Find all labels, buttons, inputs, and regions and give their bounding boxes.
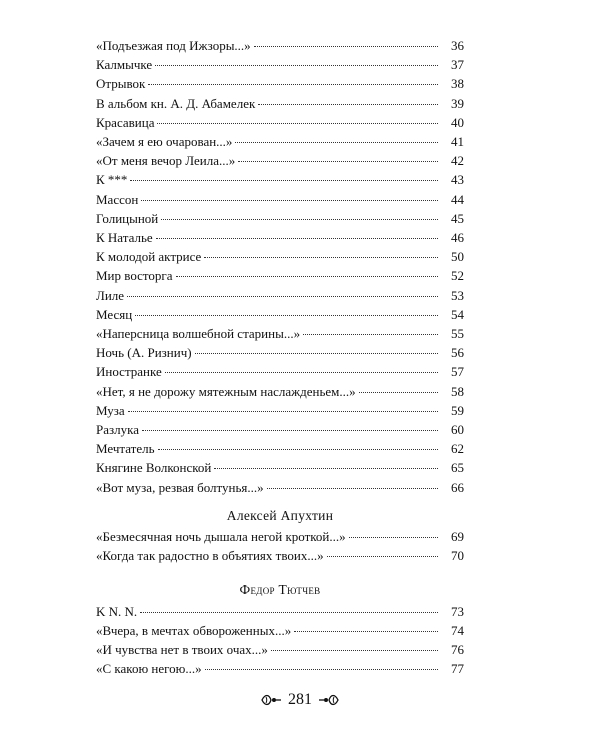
dot-leader [349, 524, 438, 538]
toc-entry-page: 76 [451, 642, 464, 657]
toc-entry-title: «Нет, я не дорожу мятежным наслажденьем...» [96, 383, 359, 401]
toc-entry-page: 53 [451, 287, 464, 303]
toc-entry-title: Княгине Волконской [96, 459, 214, 477]
toc-entry-page: 44 [451, 191, 464, 207]
toc-entry-title: Месяц [96, 306, 135, 324]
toc-entry[interactable] [96, 546, 464, 564]
toc-entry-title: «Наперсница волшебной старины...» [96, 325, 303, 343]
author-name: Федор Тютчев [239, 582, 321, 597]
toc-entry-page: 65 [451, 460, 464, 476]
author-name: Алексей Апухтин [226, 508, 334, 523]
toc-entry-page: 54 [451, 306, 464, 322]
floral-ornament-icon [318, 693, 340, 707]
author-heading-apukhtin [96, 508, 464, 524]
toc-entry-page: 37 [451, 57, 464, 73]
toc-entry-title: Красавица [96, 114, 157, 132]
toc-entry-page: 73 [451, 604, 464, 619]
toc-entry-title: Мечтатель [96, 440, 158, 458]
dot-leader [267, 475, 438, 489]
toc-entry-page: 62 [451, 441, 464, 457]
dot-leader [157, 110, 438, 124]
toc-entry-title: K N. N. [96, 603, 140, 621]
dot-leader [271, 637, 438, 651]
toc-entry-page: 57 [451, 364, 464, 380]
page-footer [0, 688, 600, 712]
toc-entry-page: 46 [451, 230, 464, 245]
toc-entry-title: «С какою негою...» [96, 660, 205, 678]
toc-entry-title: «Безмесячная ночь дышала негой кроткой...» [96, 528, 349, 546]
toc-entry-title: В альбом кн. А. Д. Абамелек [96, 95, 258, 113]
dot-leader [158, 436, 438, 450]
dot-leader [195, 340, 438, 354]
toc-entry-page: 60 [451, 422, 464, 437]
toc-entry-page: 77 [451, 661, 464, 676]
author-heading-tyutchev [96, 582, 464, 598]
dot-leader [204, 244, 438, 258]
toc-entry-title: Голицыной [96, 210, 161, 228]
toc-entry-title: Отрывок [96, 75, 148, 93]
toc-entry-title: Ночь (А. Ризнич) [96, 344, 195, 362]
toc-entry-page: 38 [451, 76, 464, 92]
toc-entry-page: 74 [451, 623, 464, 638]
dot-leader [294, 618, 438, 632]
toc-entry-page: 58 [451, 383, 464, 399]
toc-entry[interactable] [96, 478, 464, 496]
toc-entry-title: «И чувства нет в твоих очах...» [96, 641, 271, 659]
toc-entry-page: 39 [451, 95, 464, 111]
toc-entry-page: 42 [451, 153, 464, 169]
toc-entry-title: «Подъезжая под Ижзоры...» [96, 37, 254, 55]
toc-entry-title: К Наталье [96, 229, 156, 247]
dot-leader [130, 167, 438, 181]
toc-entry-title: «Вчера, в мечтах обвороженных...» [96, 622, 294, 640]
dot-leader [128, 398, 438, 412]
toc-entry-title: Разлука [96, 421, 142, 439]
dot-leader [205, 656, 438, 670]
dot-leader [140, 599, 438, 613]
toc-entry-page: 52 [451, 268, 464, 284]
page-number: 281 [288, 691, 312, 708]
toc-entry-title: «Когда так радостно в объятиях твоих...» [96, 547, 327, 565]
toc-entry-title: Муза [96, 402, 128, 420]
toc-entry-page: 56 [451, 345, 464, 361]
dot-leader [176, 263, 438, 277]
toc-entry-page: 45 [451, 210, 464, 226]
dot-leader [161, 206, 438, 220]
toc-entry-page: 59 [451, 402, 464, 418]
toc-entry-title: Массон [96, 191, 141, 209]
dot-leader [327, 543, 438, 557]
dot-leader [142, 417, 438, 431]
toc-entry-page: 40 [451, 114, 464, 130]
toc-entry-title: Иностранке [96, 363, 165, 381]
toc-entry-page: 70 [451, 548, 464, 563]
toc-entry-title: Калмычке [96, 56, 155, 74]
dot-leader [155, 52, 438, 66]
toc-entry-title: «Вот муза, резвая болтунья...» [96, 479, 267, 497]
toc-entry-page: 36 [451, 38, 464, 53]
toc-entry-title: «Зачем я ею очарован...» [96, 133, 235, 151]
dot-leader [238, 148, 438, 162]
dot-leader [156, 225, 438, 239]
dot-leader [258, 91, 438, 105]
toc-entry-page: 43 [451, 172, 464, 188]
toc-entry-page: 66 [451, 479, 464, 495]
toc-entry-title: К молодой актрисе [96, 248, 204, 266]
floral-ornament-icon [260, 693, 282, 707]
dot-leader [148, 71, 438, 85]
toc-entry-page: 41 [451, 134, 464, 149]
toc-entry-title: Мир восторга [96, 267, 176, 285]
toc-entry[interactable] [96, 659, 464, 677]
dot-leader [165, 359, 438, 373]
dot-leader [303, 321, 438, 335]
dot-leader [135, 302, 438, 316]
dot-leader [235, 129, 438, 143]
toc-entry-page: 69 [451, 529, 464, 544]
dot-leader [141, 187, 438, 201]
dot-leader [214, 455, 438, 469]
dot-leader [254, 33, 438, 47]
toc-entry-page: 50 [451, 249, 464, 265]
toc-entry-title: Лиле [96, 287, 127, 305]
dot-leader [127, 283, 438, 297]
toc-entry-title: К *** [96, 171, 130, 189]
dot-leader [359, 379, 438, 393]
toc-entry-page: 55 [451, 326, 464, 341]
toc-entry-title: «От меня вечор Леила...» [96, 152, 238, 170]
